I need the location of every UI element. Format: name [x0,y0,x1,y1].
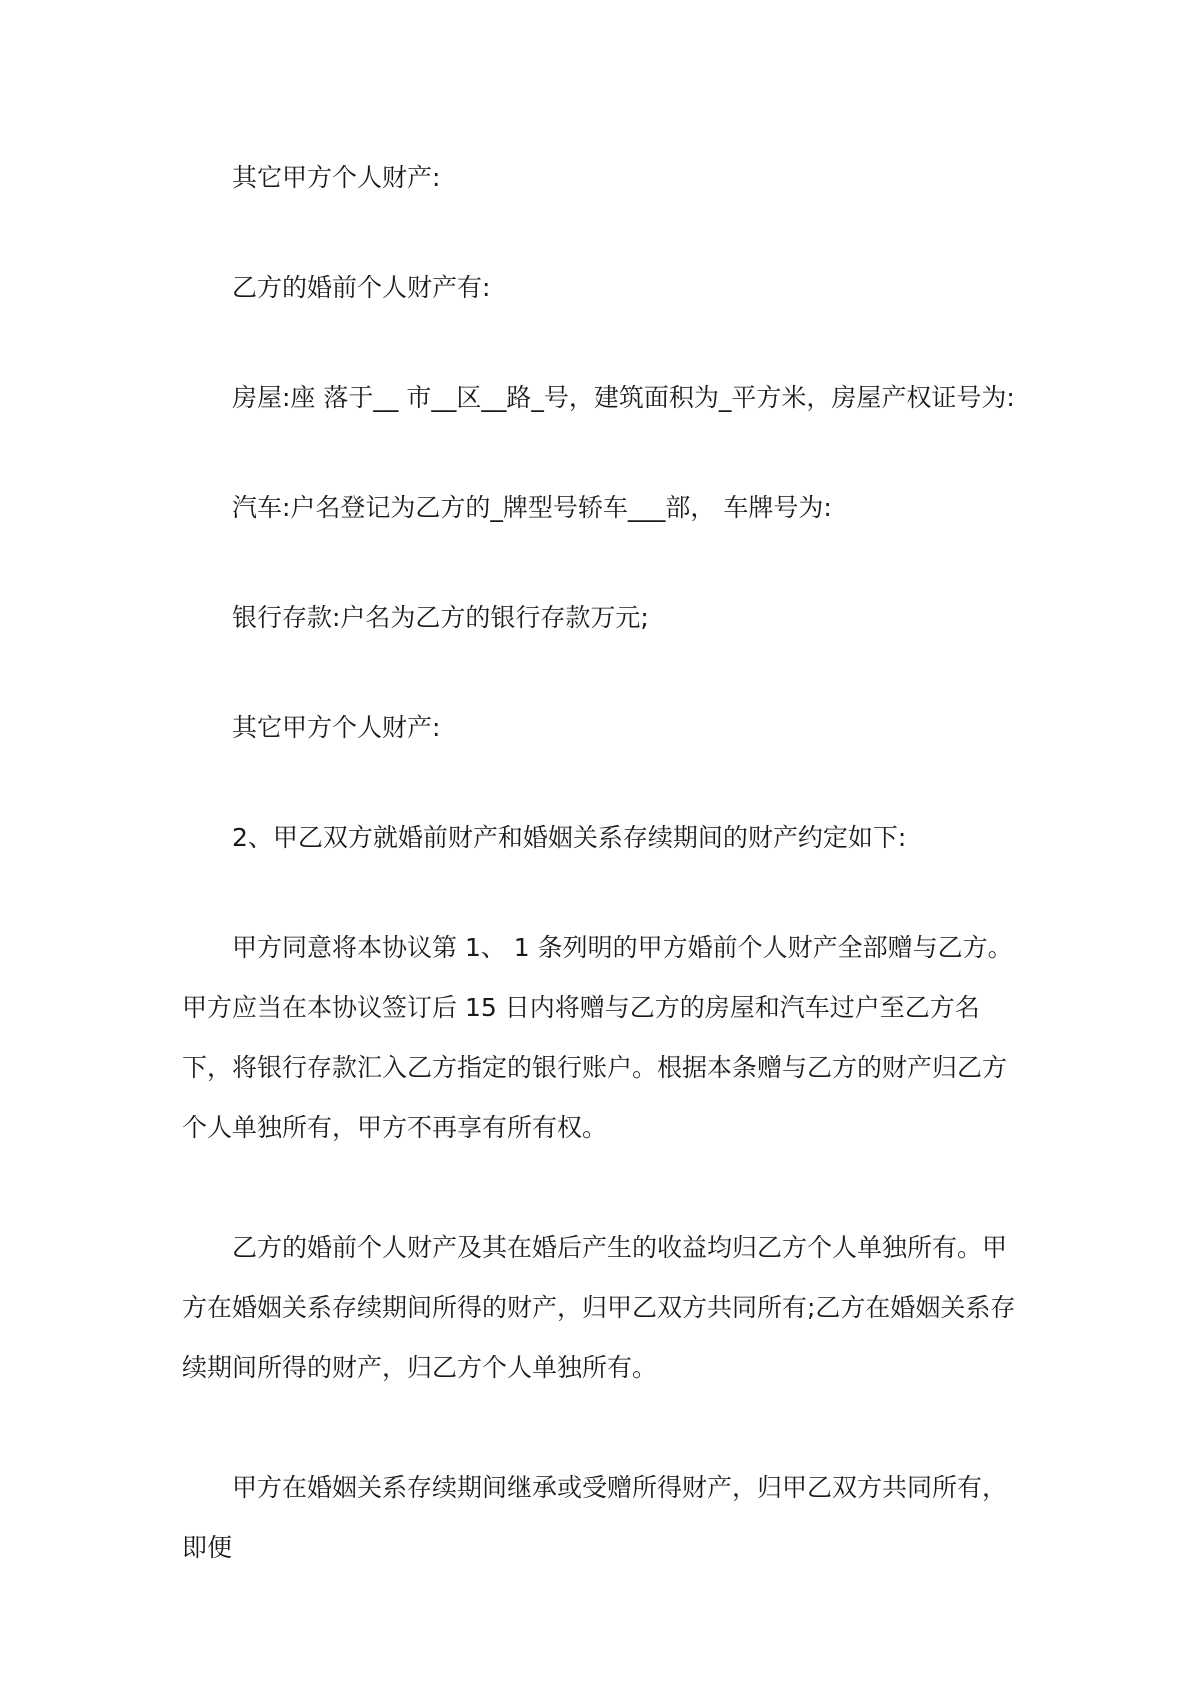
paragraph-b-premarital-property-heading: 乙方的婚前个人财产有: [232,273,491,302]
paragraph-other-property-a: 其它甲方个人财产: [232,163,441,192]
paragraph-b-property-clause: 乙方的婚前个人财产及其在婚后产生的收益均归乙方个人单独所有。甲方在婚姻关系存续期间所得的财产，归甲乙双方共同所有;乙方在婚姻关系存续期间所得的财产，归乙方个人单独所有。 [182,1233,1016,1382]
paragraph-other-property-b: 其它甲方个人财产: [232,713,441,742]
paragraph-car: 汽车:户名登记为乙方的_牌型号轿车___部， 车牌号为: [232,493,832,522]
paragraph-gift-clause: 甲方同意将本协议第 1、 1 条列明的甲方婚前个人财产全部赠与乙方。甲方应当在本协议签订后 15 日内将赠与乙方的房屋和汽车过户至乙方名下，将银行存款汇入乙方指定的银行账户。根据本条赠与乙方的财产归乙方个人单独所有，甲方不再享有所有权。 [182,933,1013,1142]
paragraph-bank-deposit: 银行存款:户名为乙方的银行存款万元; [232,603,649,632]
paragraph-house: 房屋:座 落于__ 市__区__路_号，建筑面积为_平方米，房屋产权证号为: [232,383,1015,412]
paragraph-inheritance-clause: 甲方在婚姻关系存续期间继承或受赠所得财产，归甲乙双方共同所有，即便 [182,1473,1008,1562]
paragraph-clause-2-heading: 2、甲乙双方就婚前财产和婚姻关系存续期间的财产约定如下: [232,823,907,852]
